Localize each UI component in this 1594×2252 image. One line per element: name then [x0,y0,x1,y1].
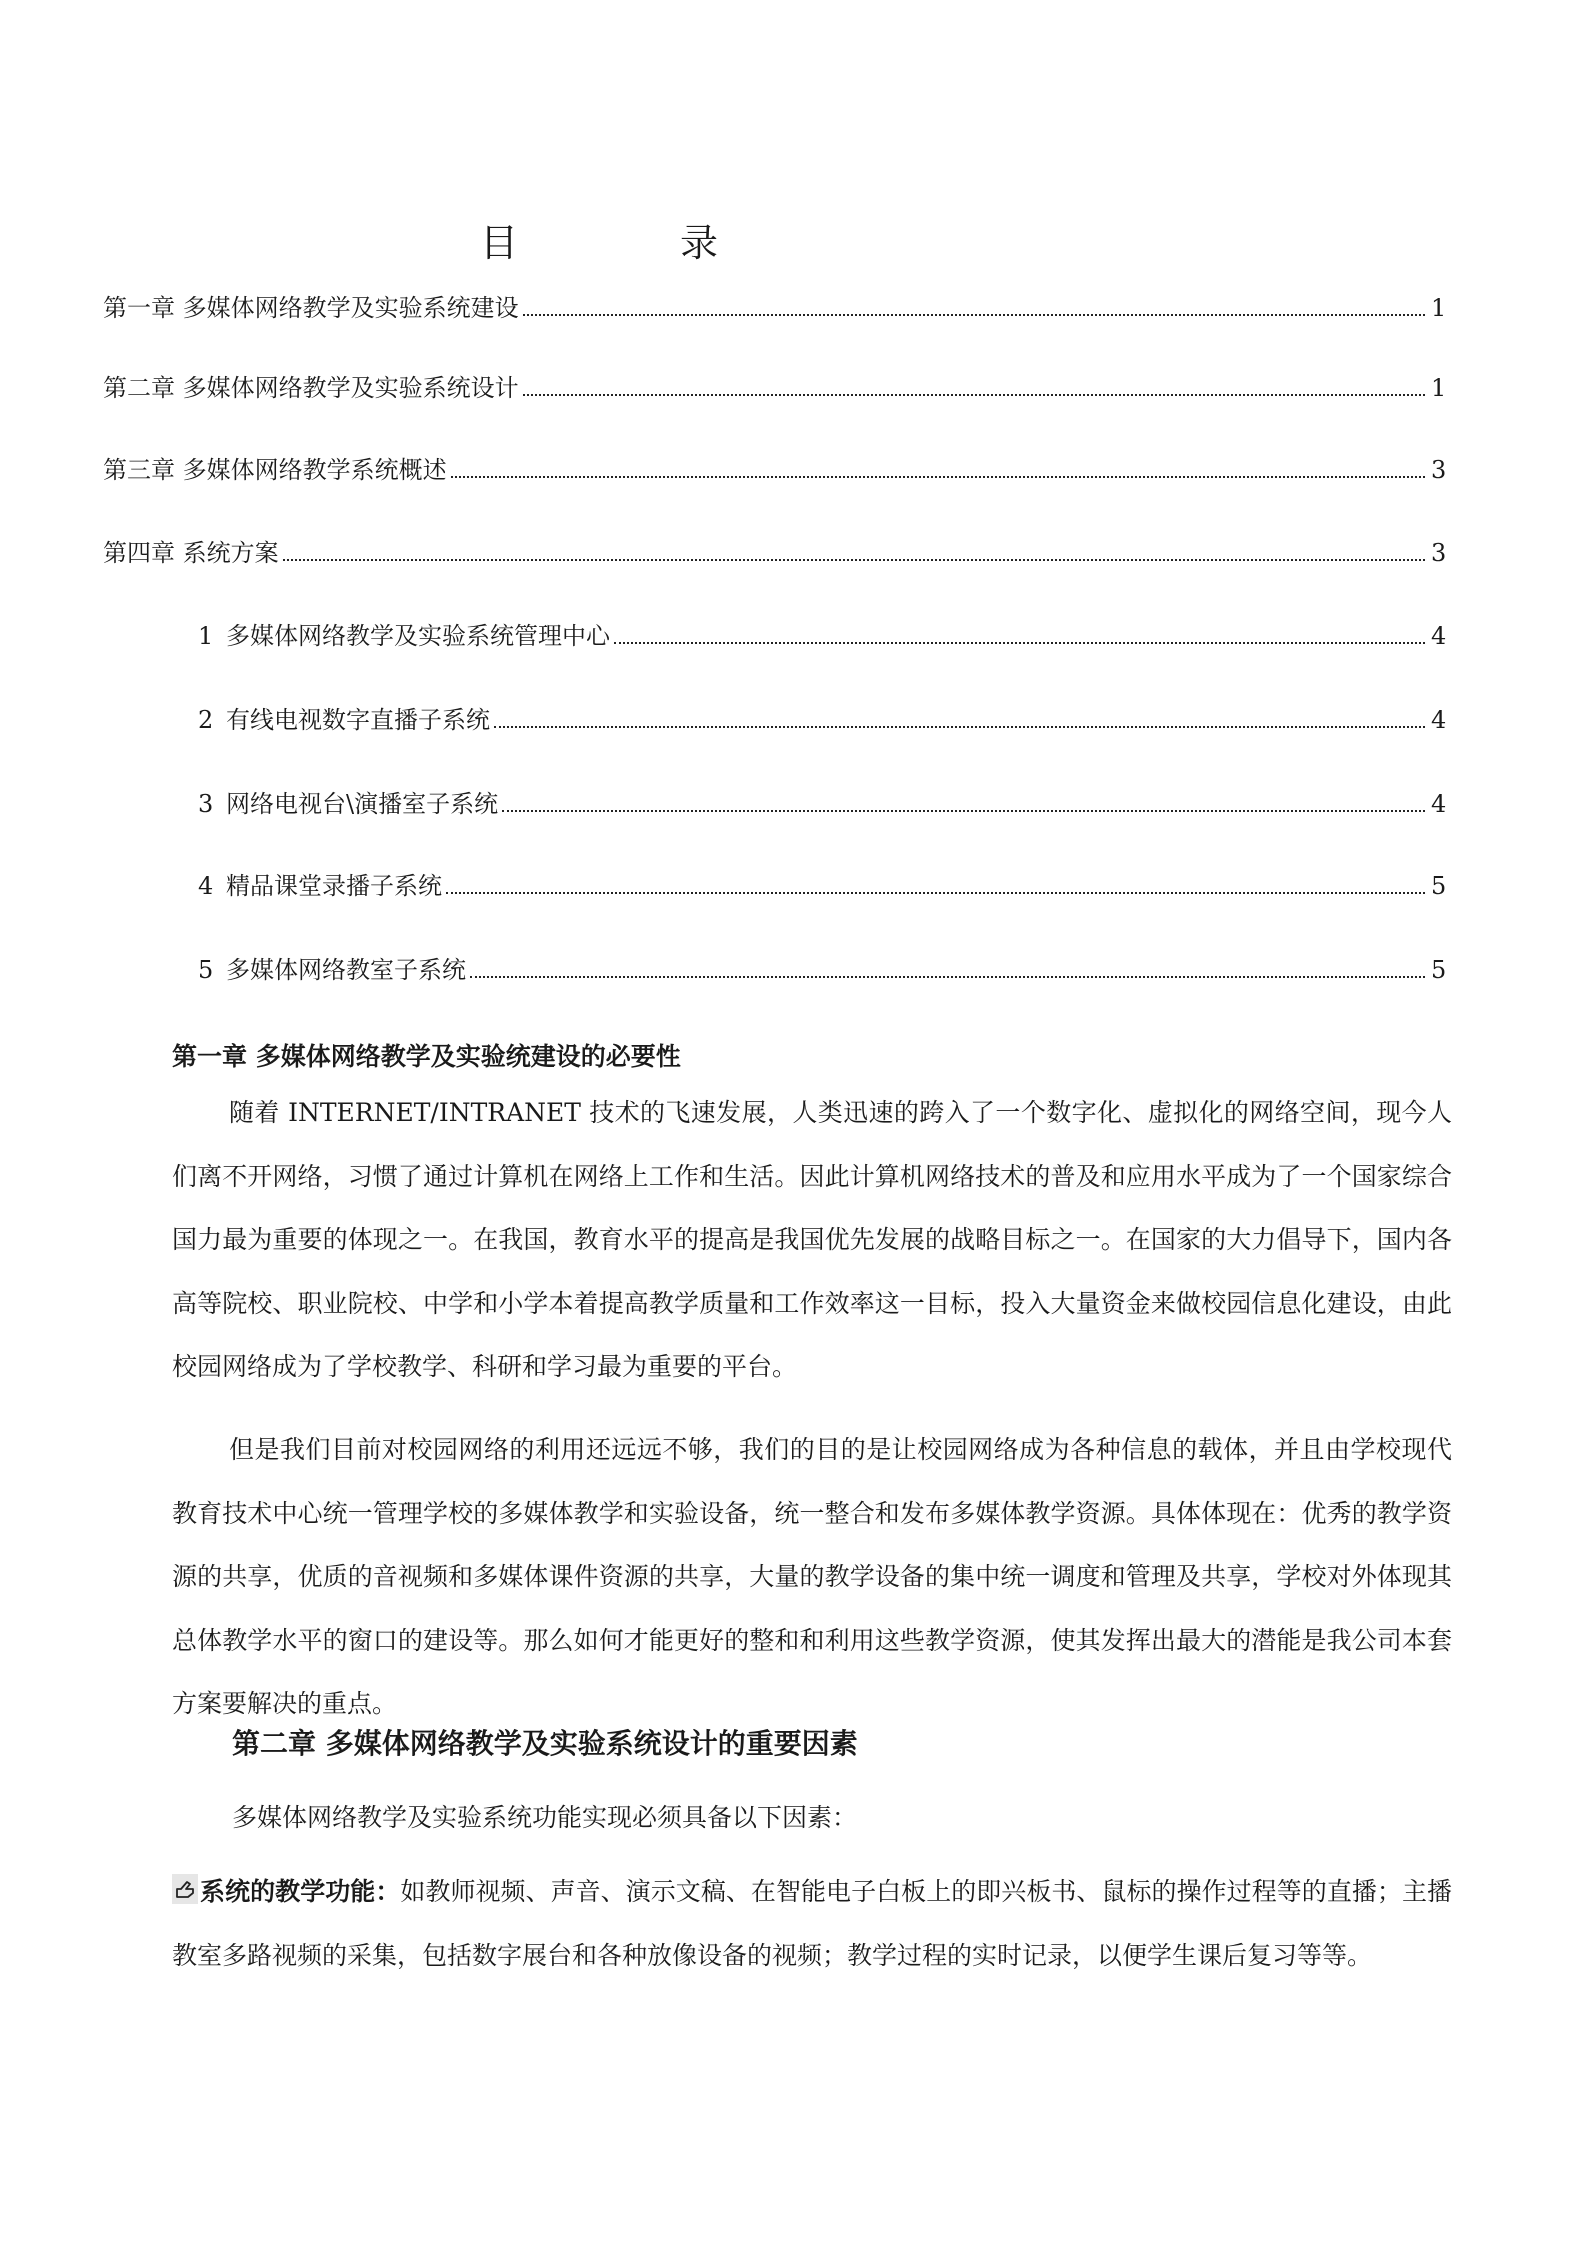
toc-leader [446,892,1425,894]
toc-entry-page: 3 [1431,456,1447,484]
toc-leader [283,559,1425,561]
chapter-1-paragraph: 但是我们目前对校园网络的利用还远远不够，我们的目的是让校园网络成为各种信息的载体，并且由学校现代教育技术中心统一管理学校的多媒体教学和实验设备，统一整合和发布多媒体教学资源。具体体现在：优秀的教学资源的共享，优质的音视频和多媒体课件资源的共享，大量的教学设备的集中统一调度和管理及共享，学校对外体现其总体教学水平的窗口的建设等。那么如何才能更好的整和和利用这些教学资源，使其发挥出最大的潜能是我公司本套方案要解决的重点。 [172,1435,1452,1718]
toc-entry-page: 5 [1431,956,1447,984]
feature-text: 如教师视频、声音、演示文稿、在智能电子白板上的即兴板书、鼠标的操作过程等的直播；主播教室多路视频的采集，包括数字展台和各种放像设备的视频；教学过程的实时记录，以便学生课后复习等等。 [172,1877,1452,1970]
toc-leader [470,976,1425,978]
toc-entry[interactable] [198,702,1445,738]
chapter-1-paragraph: 随着 INTERNET/INTRANET 技术的飞速发展，人类迅速的跨入了一个数字化、虚拟化的网络空间，现今人们离不开网络，习惯了通过计算机在网络上工作和生活。因此计算机网络技术的普及和应用水平成为了一个国家综合国力最为重要的体现之一。在我国，教育水平的提高是我国优先发展的战略目标之一。在国家的大力倡导下，国内各高等院校、职业院校、中学和小学本着提高教学质量和工作效率这一目标，投入大量资金来做校园信息化建设，由此校园网络成为了学校教学、科研和学习最为重要的平台。 [172,1098,1452,1381]
toc-title: 目 录 [479,221,780,265]
toc-entry-page: 1 [1431,294,1447,322]
toc-leader [523,314,1425,316]
toc-entry[interactable] [103,370,1445,406]
feature-term: 系统的教学功能： [200,1877,401,1906]
feature-item [172,1860,1452,1987]
toc-entry-page: 4 [1431,706,1447,734]
toc-entry-label: 多媒体网络教学及实验系统管理中心 [226,622,610,650]
toc-entry-number: 4 [198,872,214,900]
toc-entry[interactable] [198,868,1445,904]
toc-entry-label: 有线电视数字直播子系统 [226,706,490,734]
hand-pointer-icon [172,1874,198,1904]
toc-entry-number: 5 [198,956,214,984]
toc-entry[interactable] [198,618,1445,654]
toc-entry-page: 4 [1431,622,1447,650]
toc-leader [523,394,1425,396]
toc-entry[interactable] [103,535,1445,571]
chapter-1-heading: 第一章 多媒体网络教学及实验统建设的必要性 [172,1042,681,1071]
toc-entry[interactable] [198,952,1445,988]
toc-entry-label: 多媒体网络教室子系统 [226,956,466,984]
chapter-2-lead: 多媒体网络教学及实验系统功能实现必须具备以下因素： [232,1803,858,1832]
toc-entry-label: 第一章 多媒体网络教学及实验系统建设 [103,294,519,322]
toc-entry-label: 第四章 系统方案 [103,539,279,567]
toc-entry-page: 1 [1431,374,1447,402]
toc-entry-label: 精品课堂录播子系统 [226,872,442,900]
toc-leader [502,810,1425,812]
toc-entry[interactable] [198,786,1445,822]
toc-entry[interactable] [103,452,1445,488]
toc-entry-page: 3 [1431,539,1447,567]
toc-leader [494,726,1425,728]
toc-entry-label: 网络电视台\演播室子系统 [226,790,499,818]
toc-entry-page: 5 [1431,872,1447,900]
toc-entry-label: 第三章 多媒体网络教学系统概述 [103,456,447,484]
toc-entry[interactable] [103,290,1445,326]
toc-leader [451,476,1425,478]
toc-entry-label: 第二章 多媒体网络教学及实验系统设计 [103,374,519,402]
toc-entry-number: 2 [198,706,214,734]
toc-leader [614,642,1425,644]
toc-entry-page: 4 [1431,790,1447,818]
chapter-2-heading: 第二章 多媒体网络教学及实验系统设计的重要因素 [232,1727,858,1760]
toc-entry-number: 3 [198,790,214,818]
toc-entry-number: 1 [198,622,214,650]
